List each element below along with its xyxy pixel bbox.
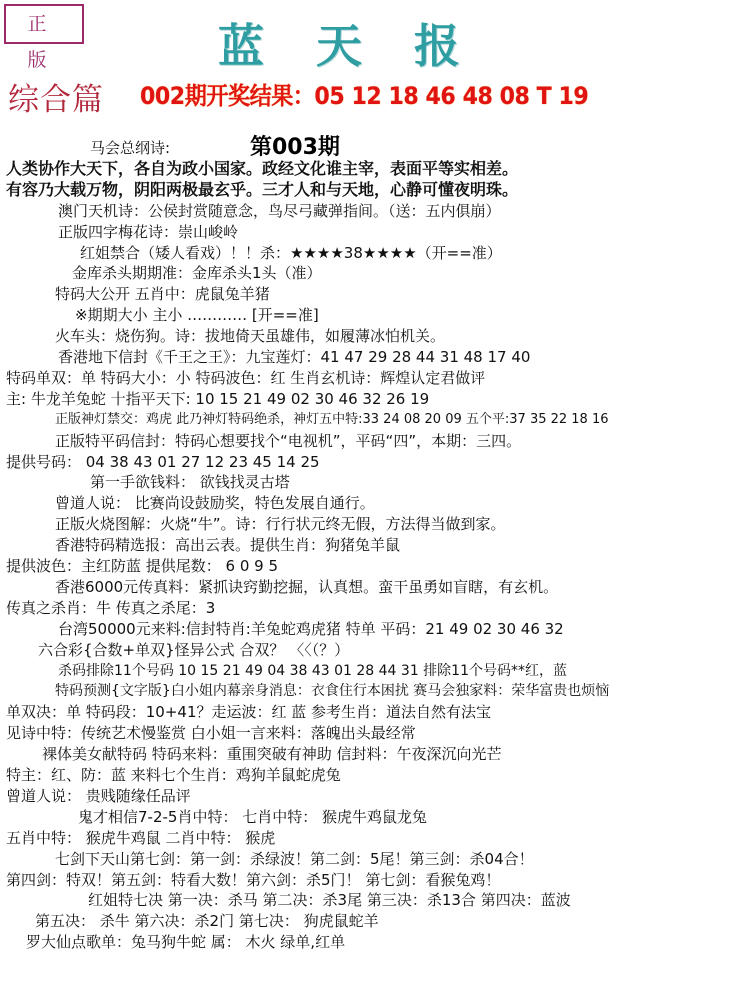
text-line: 火车头：烧伤狗。诗：拔地倚天虽雄伟，如履薄冰怕机关。 [55,327,446,346]
poem-line: 有容乃大载万物，阴阳两极最玄乎。三才人和与天地，心静可懂夜明珠。 [6,179,519,199]
masthead-title: 蓝天报 [218,19,512,73]
text-line: 鬼才相信7-2-5肖中特： 七肖中特： 猴虎牛鸡鼠龙兔 [78,807,427,826]
text-line: 曾道人说： 贵贱随缘任品评 [6,786,191,805]
text-line: 红姐特七决 第一决：杀马 第二决：杀3尾 第三决：杀13合 第四决：蓝波 [88,891,571,910]
issue-number: 第003期 [250,135,340,160]
text-line: 特主：红、防：蓝 来料七个生肖：鸡狗羊鼠蛇虎兔 [6,766,341,784]
text-line: 金库杀头期期准：金库杀头1头（准） [72,264,322,283]
text-line: 第四剑：特双！第五剑：特看大数！第六剑：杀5门！ 第七剑：看猴兔鸡！ [6,870,501,889]
text-line: 正版火烧图解：火烧“牛”。诗：行行状元终无假，方法得当做到家。 [55,515,506,534]
text-line: 特码预测{文字版}白小姐内幕亲身消息：衣食住行本困扰 赛马会独家料：荣华富贵也烦恼 [55,683,610,700]
text-line: 香港6000元传真料：紧抓诀窍勤挖掘，认真想。蛮干虽勇如盲瞎，有玄机。 [55,577,559,596]
poem-heading: 马会总纲诗: [90,139,171,157]
text-line: 单双决：单 特码段：10+41？走运波：红 蓝 参考生肖：道法自然有法宝 [6,703,492,722]
text-line: 七剑下天山第七剑：第一剑：杀绿波！第二剑：5尾！第三剑：杀04合！ [55,849,534,868]
text-line: 六合彩{合数+单双}怪异公式 合双？ 〈〈（？） [38,640,350,659]
text-line: 正版四字梅花诗：崇山峻岭 [58,222,239,241]
text-line: 正版神灯禁交：鸡虎 此乃神灯特码绝杀，神灯五中特:33 24 08 20 09 五个平:37 35 22 18 16 [55,411,609,427]
text-line: 红姐禁合（矮人看戏）！！杀：★★★★38★★★★（开==准） [80,243,502,262]
text-line: 提供波色：主红防蓝 提供尾数： 6 0 9 5 [6,557,279,575]
text-line: 罗大仙点歌单：兔马狗牛蛇 属： 木火 绿单,红单 [26,933,346,952]
text-line: 五肖中特： 猴虎牛鸡鼠 二肖中特： 猴虎 [6,828,276,847]
text-line: 台湾50000元来料:信封特肖:羊兔蛇鸡虎猪 特单 平码：21 49 02 30 46 32 [58,619,564,638]
text-line: 特码单双：单 特码大小：小 特码波色：红 生肖玄机诗：辉煌认定君做评 [6,368,486,387]
text-line: 裸体美女献特码 特码来料：重围突破有神助 信封料：午夜深沉向光芒 [42,745,502,764]
poem-line: 人类协作大天下，各自为政小国家。政经文化谁主宰，表面平等实相差。 [6,158,519,178]
text-line: 正版特平码信封：特码心想要找个“电视机”，平码“四”，本期：三四。 [55,431,522,450]
text-line: 香港特码精选报：高出云表。提供生肖：狗猪兔羊鼠 [55,536,401,555]
text-line: 见诗中特：传统艺术慢鉴赏 白小姐一言来料：落魄出头最经常 [6,724,416,743]
text-line: 提供号码： 04 38 43 01 27 12 23 45 14 25 [6,452,320,471]
text-line: 第一手欲钱料： 欲钱找灵古塔 [90,473,290,492]
text-line: 香港地下信封《千王之王》：九宝莲灯：41 47 29 28 44 31 48 17 40 [58,348,531,366]
text-line: 杀码排除11个号码 10 15 21 49 04 38 43 01 28 44 31 排除11个号码**红，蓝 [58,662,567,679]
genuine-stamp: 正 版 [4,4,84,44]
text-line: 澳门天机诗：公侯封赏随意念，鸟尽弓藏弹指间。（送：五内俱崩） [58,201,501,220]
draw-result: 002期开奖结果：05 12 18 46 48 08 T 19 [140,82,589,110]
text-line: 第五决： 杀牛 第六决：杀2门 第七决： 狗虎鼠蛇羊 [35,912,379,931]
text-line: 主: 牛龙羊兔蛇 十指平天下: 10 15 21 49 02 30 46 32 26 19 [6,389,430,408]
text-line: ※期期大小 主小 ………… [开==准] [75,306,319,325]
text-line: 传真之杀肖：牛 传真之杀尾：3 [6,598,216,617]
text-line: 特码大公开 五肖中：虎鼠兔羊猪 [55,285,270,304]
section-title: 综合篇 [8,82,104,118]
text-line: 曾道人说： 比赛尚设鼓励奖，特色发展自通行。 [55,494,375,513]
